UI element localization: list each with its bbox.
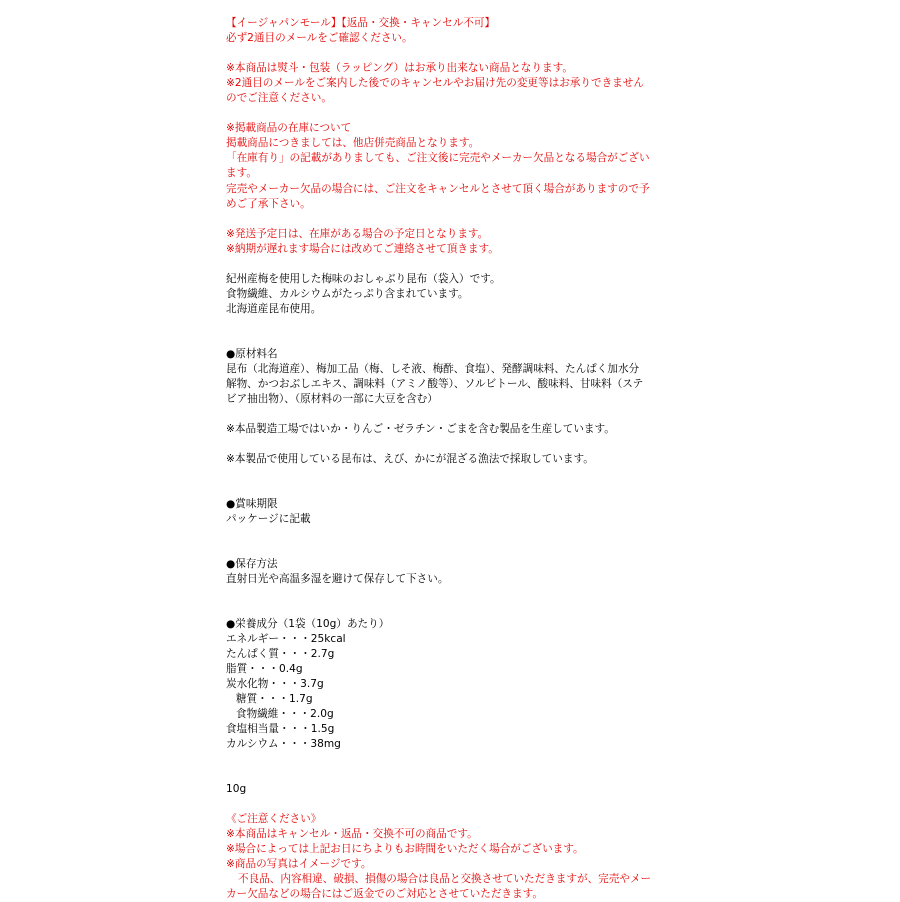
stock-notice-title: ※掲載商品の在庫について [226,122,352,134]
nutrition-salt: 食塩相当量・・・1.5g [226,723,335,735]
cancel-change-notice-cont: のでご注意ください。 [226,92,332,104]
caution-line: カー欠品などの場合にはご返金でのご対応とさせていただきます。 [226,888,543,900]
caution-line: ※商品の写真はイメージです。 [226,858,372,870]
kelp-harvest-note: ※本製品で使用している昆布は、えび、かにが混ざる漁法で採取しています。 [226,453,594,465]
stock-notice-line: ます。 [226,167,257,179]
nutrition-fat: 脂質・・・0.4g [226,663,303,675]
storage-heading: ●保存方法 [226,558,278,570]
shipping-date-notice: ※発送予定日は、在庫がある場合の予定日となります。 [226,228,489,240]
ingredients-heading: ●原材料名 [226,348,278,360]
product-description: 紀州産梅を使用した梅味のおしゃぶり昆布（袋入）です。 [226,273,501,285]
ingredients-text: 解物、かつおぶしエキス、調味料（アミノ酸等）、ソルビトール、酸味料、甘味料（ステ [226,378,644,390]
caution-heading: 《ご注意ください》 [226,813,322,825]
stock-notice-line: めご了承下さい。 [226,198,311,210]
product-description: 食物繊維、カルシウムがたっぷり含まれています。 [226,288,469,300]
nutrition-protein: たんぱく質・・・2.7g [226,648,335,660]
nutrition-heading: ●栄養成分（1袋（10g）あたり） [226,618,390,630]
confirm-email-notice: 必ず2通目のメールをご確認ください。 [226,32,413,44]
stock-notice-line: 「在庫有り」の記載がありましても、ご注文後に完売やメーカー欠品となる場合がござい [226,152,650,164]
nutrition-energy: エネルギー・・・25kcal [226,633,346,645]
shop-header-notice: 【イージャパンモール】【返品・交換・キャンセル不可】 [226,17,496,29]
caution-line: ※場合によっては上記お日にちよりもお時間をいただく場合がございます。 [226,843,584,855]
storage-text: 直射日光や高温多湿を避けて保存して下さい。 [226,573,449,585]
nutrition-fiber: 食物繊維・・・2.0g [236,708,334,720]
nutrition-calcium: カルシウム・・・38mg [226,738,341,750]
nutrition-carbs: 炭水化物・・・3.7g [226,678,324,690]
cancel-change-notice: ※2通目のメールをご案内した後でのキャンセルやお届け先の変更等はお承りできません [226,77,644,89]
nutrition-sugar: 糖質・・・1.7g [236,693,313,705]
best-before-heading: ●賞味期限 [226,498,278,510]
ingredients-text: ビア抽出物）、（原材料の一部に大豆を含む） [226,393,438,405]
net-weight: 10g [226,783,247,795]
wrapping-notice: ※本商品は熨斗・包装（ラッピング）はお承り出来ない商品となります。 [226,62,573,74]
product-description: 北海道産昆布使用。 [226,303,322,315]
caution-line: 不良品、内容相違、破損、損傷の場合は良品と交換させていただきますが、完売やメー [238,873,652,885]
best-before-text: パッケージに記載 [226,513,311,525]
factory-allergen-note: ※本品製造工場ではいか・りんご・ゼラチン・ごまを含む製品を生産しています。 [226,423,615,435]
stock-notice-line: 掲載商品につきましては、他店併売商品となります。 [226,137,480,149]
delivery-delay-notice: ※納期が遅れます場合には改めてご連絡させて頂きます。 [226,243,499,255]
ingredients-text: 昆布（北海道産）、梅加工品（梅、しそ液、梅酢、食塩）、発酵調味料、たんぱく加水分 [226,363,640,375]
caution-line: ※本商品はキャンセル・返品・交換不可の商品です。 [226,828,478,840]
stock-notice-line: 完売やメーカー欠品の場合には、ご注文をキャンセルとさせて頂く場合がありますので予 [226,183,650,195]
